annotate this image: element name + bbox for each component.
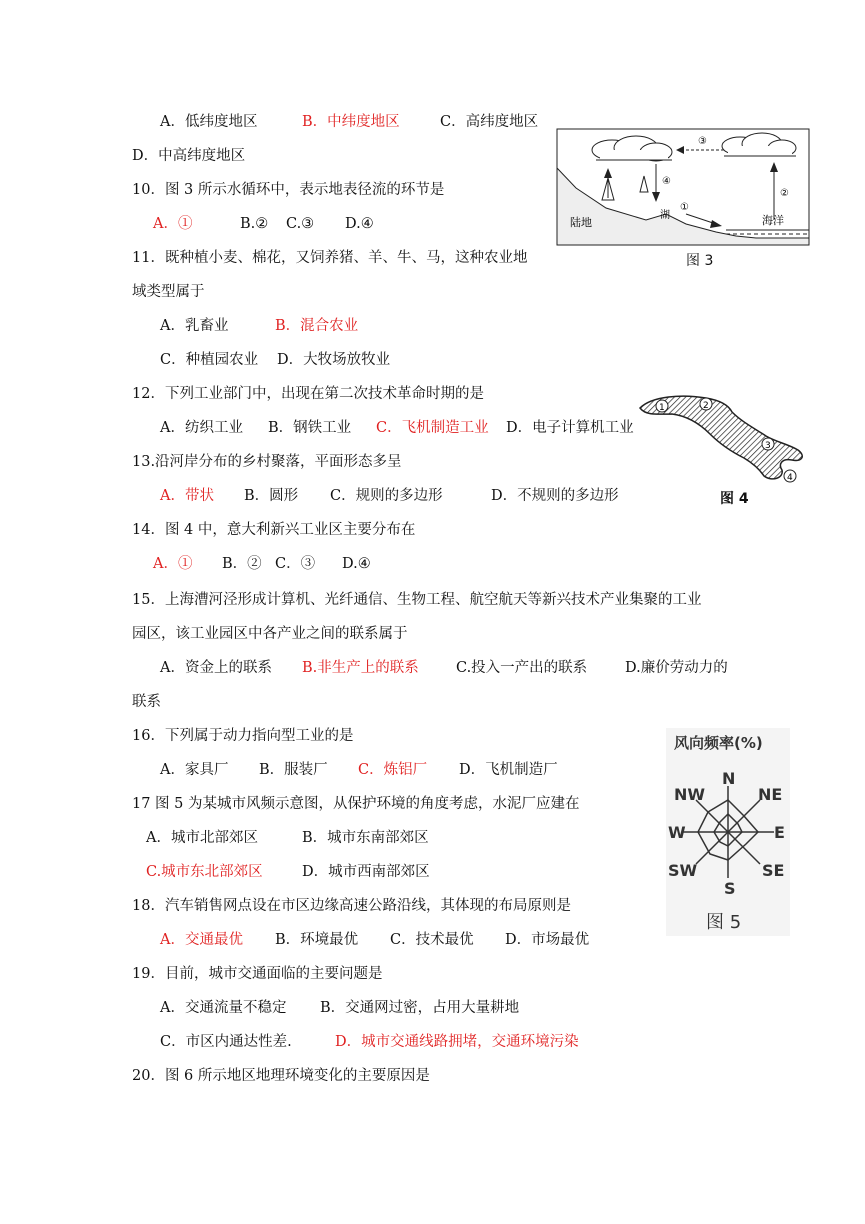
q11-option-a: A．乳畜业 (160, 318, 229, 334)
q12-stem: 12．下列工业部门中，出现在第二次技术革命时期的是 (132, 386, 484, 402)
wind-s-label: S (724, 879, 736, 898)
q15-option-a: A．资金上的联系 (160, 660, 272, 676)
q20-stem: 20．图 6 所示地区地理环境变化的主要原因是 (132, 1068, 430, 1084)
q19-option-d: D．城市交通线路拥堵，交通环境污染 (335, 1034, 579, 1050)
q17-option-c: C.城市东北部郊区 (146, 864, 263, 880)
figure-4-caption: 图 4 (720, 491, 749, 507)
q10-option-a: A．① (153, 216, 193, 232)
q15-option-d: D.廉价劳动力的 (625, 660, 728, 676)
q18-option-c: C．技术最优 (390, 932, 474, 948)
q18-option-a: A．交通最优 (160, 932, 243, 948)
q10-option-d: D.④ (345, 216, 374, 232)
wind-sw-label: SW (668, 861, 698, 880)
region-1-label: 1 (659, 403, 665, 413)
q14-option-c: C．③ (275, 556, 316, 572)
region-3-label: 3 (765, 441, 771, 451)
q10-option-b: B.② (240, 216, 269, 232)
q9-option-a: A．低纬度地区 (160, 114, 258, 130)
q19-option-c: C．市区内通达性差. (160, 1034, 292, 1050)
label-1: ① (680, 202, 689, 213)
wind-rose-diagram (666, 728, 790, 936)
figure-5-caption: 图 5 (706, 912, 742, 933)
q18-option-b: B．环境最优 (275, 932, 359, 948)
q18-stem: 18．汽车销售网点设在市区边缘高速公路沿线，其体现的布局原则是 (132, 898, 571, 914)
q15-option-b: B.非生产上的联系 (302, 660, 419, 676)
q10-option-c: C.③ (286, 216, 315, 232)
q12-option-a: A．纺织工业 (160, 420, 243, 436)
q14-option-b: B．② (222, 556, 262, 572)
q11-stem-line2: 域类型属于 (132, 284, 205, 300)
wind-e-label: E (774, 823, 785, 842)
q14-option-d: D.④ (342, 556, 371, 572)
wind-rose-title: 风向频率(%) (674, 734, 763, 752)
q17-option-d: D．城市西南部郊区 (302, 864, 430, 880)
q14-stem: 14．图 4 中，意大利新兴工业区主要分布在 (132, 522, 416, 538)
q11-option-d: D．大牧场放牧业 (277, 352, 391, 368)
q16-option-b: B．服装厂 (259, 762, 328, 778)
wind-w-label: W (668, 823, 686, 842)
wind-n-label: N (722, 769, 736, 788)
q16-option-a: A．家具厂 (160, 762, 229, 778)
q13-option-c: C．规则的多边形 (330, 488, 443, 504)
q14-option-a: A．① (153, 556, 193, 572)
q19-stem: 19．目前，城市交通面临的主要问题是 (132, 966, 383, 982)
q17-option-a: A．城市北部郊区 (146, 830, 258, 846)
label-2: ② (780, 188, 789, 199)
q18-option-d: D．市场最优 (505, 932, 590, 948)
q12-option-b: B．钢铁工业 (268, 420, 352, 436)
lake-label: 湖 (660, 210, 670, 221)
q15-continuation: 联系 (132, 694, 161, 710)
region-4-label: 4 (787, 473, 793, 483)
figure-3-caption: 图 3 (686, 253, 714, 269)
q13-stem: 13.沿河岸分布的乡村聚落，平面形态多呈 (132, 454, 402, 470)
q13-option-d: D．不规则的多边形 (491, 488, 619, 504)
q9-option-d: D．中高纬度地区 (132, 148, 246, 164)
wind-ne-label: NE (758, 785, 783, 804)
q17-stem: 17 图 5 为某城市风频示意图，从保护环境的角度考虑，水泥厂应建在 (132, 796, 580, 812)
q11-option-b: B．混合农业 (275, 318, 359, 334)
q16-option-c: C．炼铝厂 (358, 762, 428, 778)
q16-stem: 16．下列属于动力指向型工业的是 (132, 728, 354, 744)
figure-5-wind-rose (666, 728, 790, 936)
wind-nw-label: NW (674, 785, 706, 804)
q17-option-b: B．城市东南部郊区 (302, 830, 429, 846)
label-4: ④ (662, 176, 671, 187)
label-3: ③ (698, 136, 707, 147)
q15-stem-line2: 园区，该工业园区中各产业之间的联系属于 (132, 626, 408, 642)
q16-option-d: D．飞机制造厂 (459, 762, 558, 778)
wind-se-label: SE (762, 861, 785, 880)
q13-option-b: B．圆形 (244, 488, 299, 504)
italy-map (632, 388, 810, 484)
q12-option-d: D．电子计算机工业 (506, 420, 634, 436)
region-2-label: 2 (703, 401, 709, 411)
q15-stem-line1: 15．上海漕河泾形成计算机、光纤通信、生物工程、航空航天等新兴技术产业集聚的工业 (132, 592, 702, 608)
q10-stem: 10．图 3 所示水循环中，表示地表径流的环节是 (132, 182, 445, 198)
q15-option-c: C.投入一产出的联系 (456, 660, 588, 676)
q19-option-a: A．交通流量不稳定 (160, 1000, 287, 1016)
q19-option-b: B．交通网过密，占用大量耕地 (320, 1000, 520, 1016)
q12-option-c: C．飞机制造工业 (376, 420, 489, 436)
ocean-label: 海洋 (762, 214, 784, 227)
figure-3-water-cycle (556, 128, 810, 246)
q13-option-a: A．带状 (160, 488, 214, 504)
q9-option-c: C．高纬度地区 (440, 114, 539, 130)
q9-option-b: B．中纬度地区 (302, 114, 400, 130)
land-label: 陆地 (570, 216, 592, 229)
figure-4-italy-map (632, 388, 810, 484)
water-cycle-diagram (556, 128, 810, 246)
q11-option-c: C．种植园农业 (160, 352, 259, 368)
q11-stem-line1: 11．既种植小麦、棉花，又饲养猪、羊、牛、马，这种农业地 (132, 250, 528, 266)
